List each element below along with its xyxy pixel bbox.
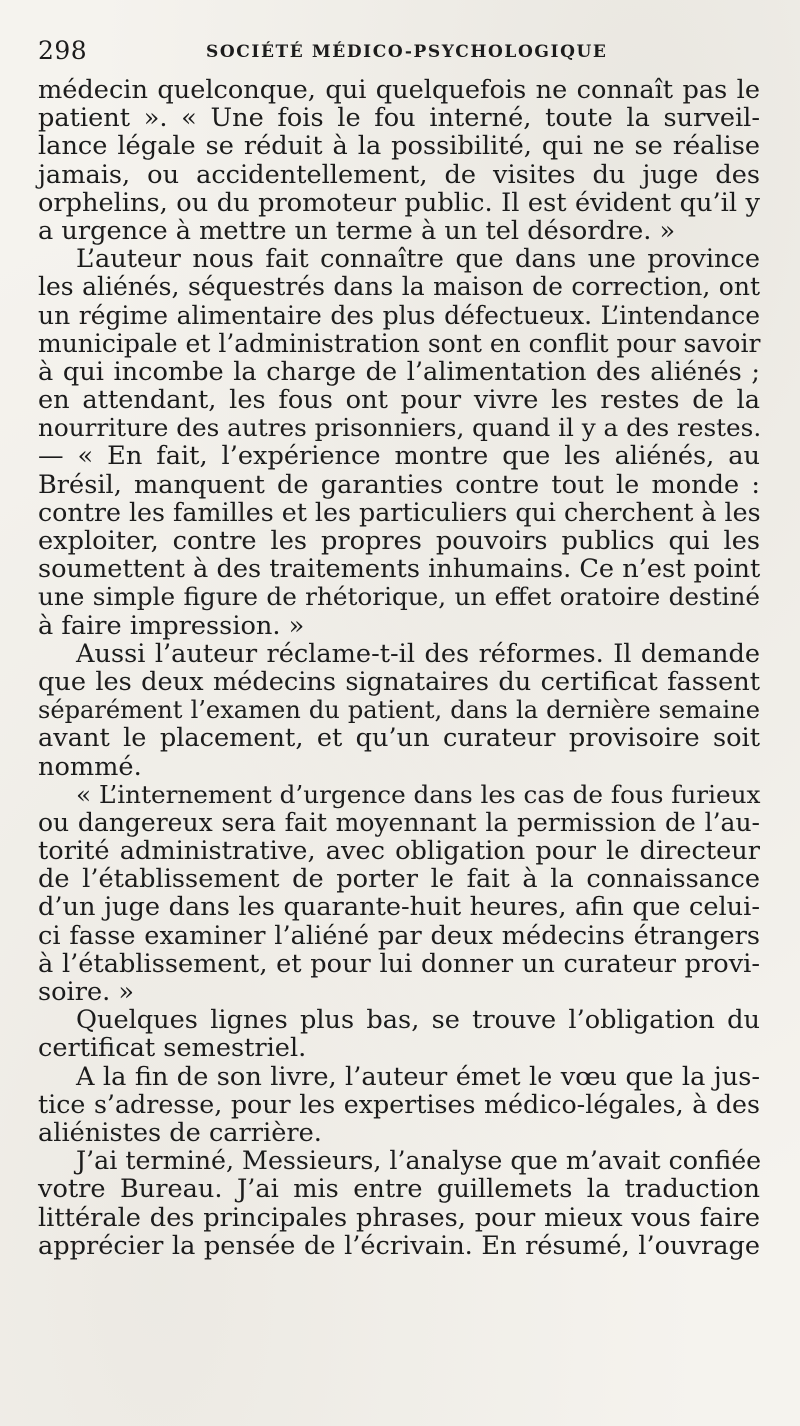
text-line: Brésil, manquent de garanties contre tout le monde : (38, 469, 760, 500)
text-line: avant le placement, et qu’un curateur provisoire soit (38, 723, 760, 754)
text-line: Aussi l’auteur réclame-t-il des réformes. Il demande (76, 638, 760, 669)
text-line: torité administrative, avec obligation pour le directeur (38, 836, 760, 867)
text-line: que les deux médecins signataires du certificat fassent (38, 666, 760, 697)
page-number: 298 (38, 36, 88, 65)
text-line: exploiter, contre les propres pouvoirs publics qui les (38, 526, 760, 556)
page-header (38, 34, 758, 74)
text-line: contre les familles et les particuliers qui cherchent à les (38, 497, 761, 527)
text-line: a urgence à mettre un terme à un tel désordre. » (38, 215, 676, 246)
text-line: J’ai terminé, Messieurs, l’analyse que m’avait confiée (76, 1146, 762, 1176)
text-line: A la fin de son livre, l’auteur émet le vœu que la jus- (76, 1061, 760, 1092)
text-line: certificat semestriel. (38, 1033, 307, 1064)
text-line: jamais, ou accidentellement, de visites du juge des (38, 159, 760, 190)
text-line: médecin quelconque, qui quelquefois ne connaît pas le (38, 75, 760, 105)
text-line: séparément l’examen du patient, dans la dernière semaine (38, 696, 760, 725)
text-line: L’auteur nous fait connaître que dans une province (76, 244, 760, 275)
text-line: à faire impression. » (38, 610, 305, 641)
text-line: apprécier la pensée de l’écrivain. En résumé, l’ouvrage (38, 1230, 760, 1261)
text-line: un régime alimentaire des plus défectueux. L’intendance (38, 300, 760, 330)
running-head: SOCIÉTÉ MÉDICO-PSYCHOLOGIQUE (206, 42, 608, 62)
text-line: littérale des principales phrases, pour mieux vous faire (38, 1202, 760, 1233)
text-line: votre Bureau. J’ai mis entre guillemets la traduction (38, 1174, 760, 1205)
text-line: ou dangereux sera fait moyennant la permission de l’au- (38, 807, 760, 837)
body-text (38, 76, 760, 1260)
text-line: à qui incombe la charge de l’alimentation des aliénés ; (38, 356, 760, 387)
text-line: soire. » (38, 977, 135, 1007)
text-line: ci fasse examiner l’aliéné par deux médecins étrangers (38, 920, 760, 951)
text-line: — « En fait, l’expérience montre que les aliénés, au (38, 441, 760, 472)
text-line: lance légale se réduit à la possibilité, qui ne se réalise (38, 131, 760, 162)
text-line: de l’établissement de porter le fait à la connaissance (38, 864, 760, 895)
text-line: d’un juge dans les quarante-huit heures, afin que celui- (38, 892, 760, 923)
text-line: une simple figure de rhétorique, un effet oratoire destiné (38, 582, 760, 612)
text-line: municipale et l’administration sont en conflit pour savoir (38, 328, 761, 358)
text-line: tice s’adresse, pour les expertises médico-légales, à des (38, 1089, 760, 1119)
text-line: nourriture des autres prisonniers, quand il y a des restes. (38, 413, 762, 443)
text-line: aliénistes de carrière. (38, 1117, 322, 1148)
text-line: « L’internement d’urgence dans les cas de fous furieux (76, 779, 761, 809)
text-line: Quelques lignes plus bas, se trouve l’obligation du (76, 1005, 760, 1036)
text-line: à l’établissement, et pour lui donner un curateur provi- (38, 948, 760, 979)
text-line: patient ». « Une fois le fou interné, toute la surveil- (38, 103, 760, 134)
text-line: nommé. (38, 751, 142, 782)
text-line: soumettent à des traitements inhumains. Ce n’est point (38, 554, 761, 585)
text-line: en attendant, les fous ont pour vivre les restes de la (38, 385, 760, 416)
text-line: orphelins, ou du promoteur public. Il est évident qu’il y (38, 187, 760, 218)
text-line: les aliénés, séquestrés dans la maison de correction, ont (38, 272, 760, 302)
